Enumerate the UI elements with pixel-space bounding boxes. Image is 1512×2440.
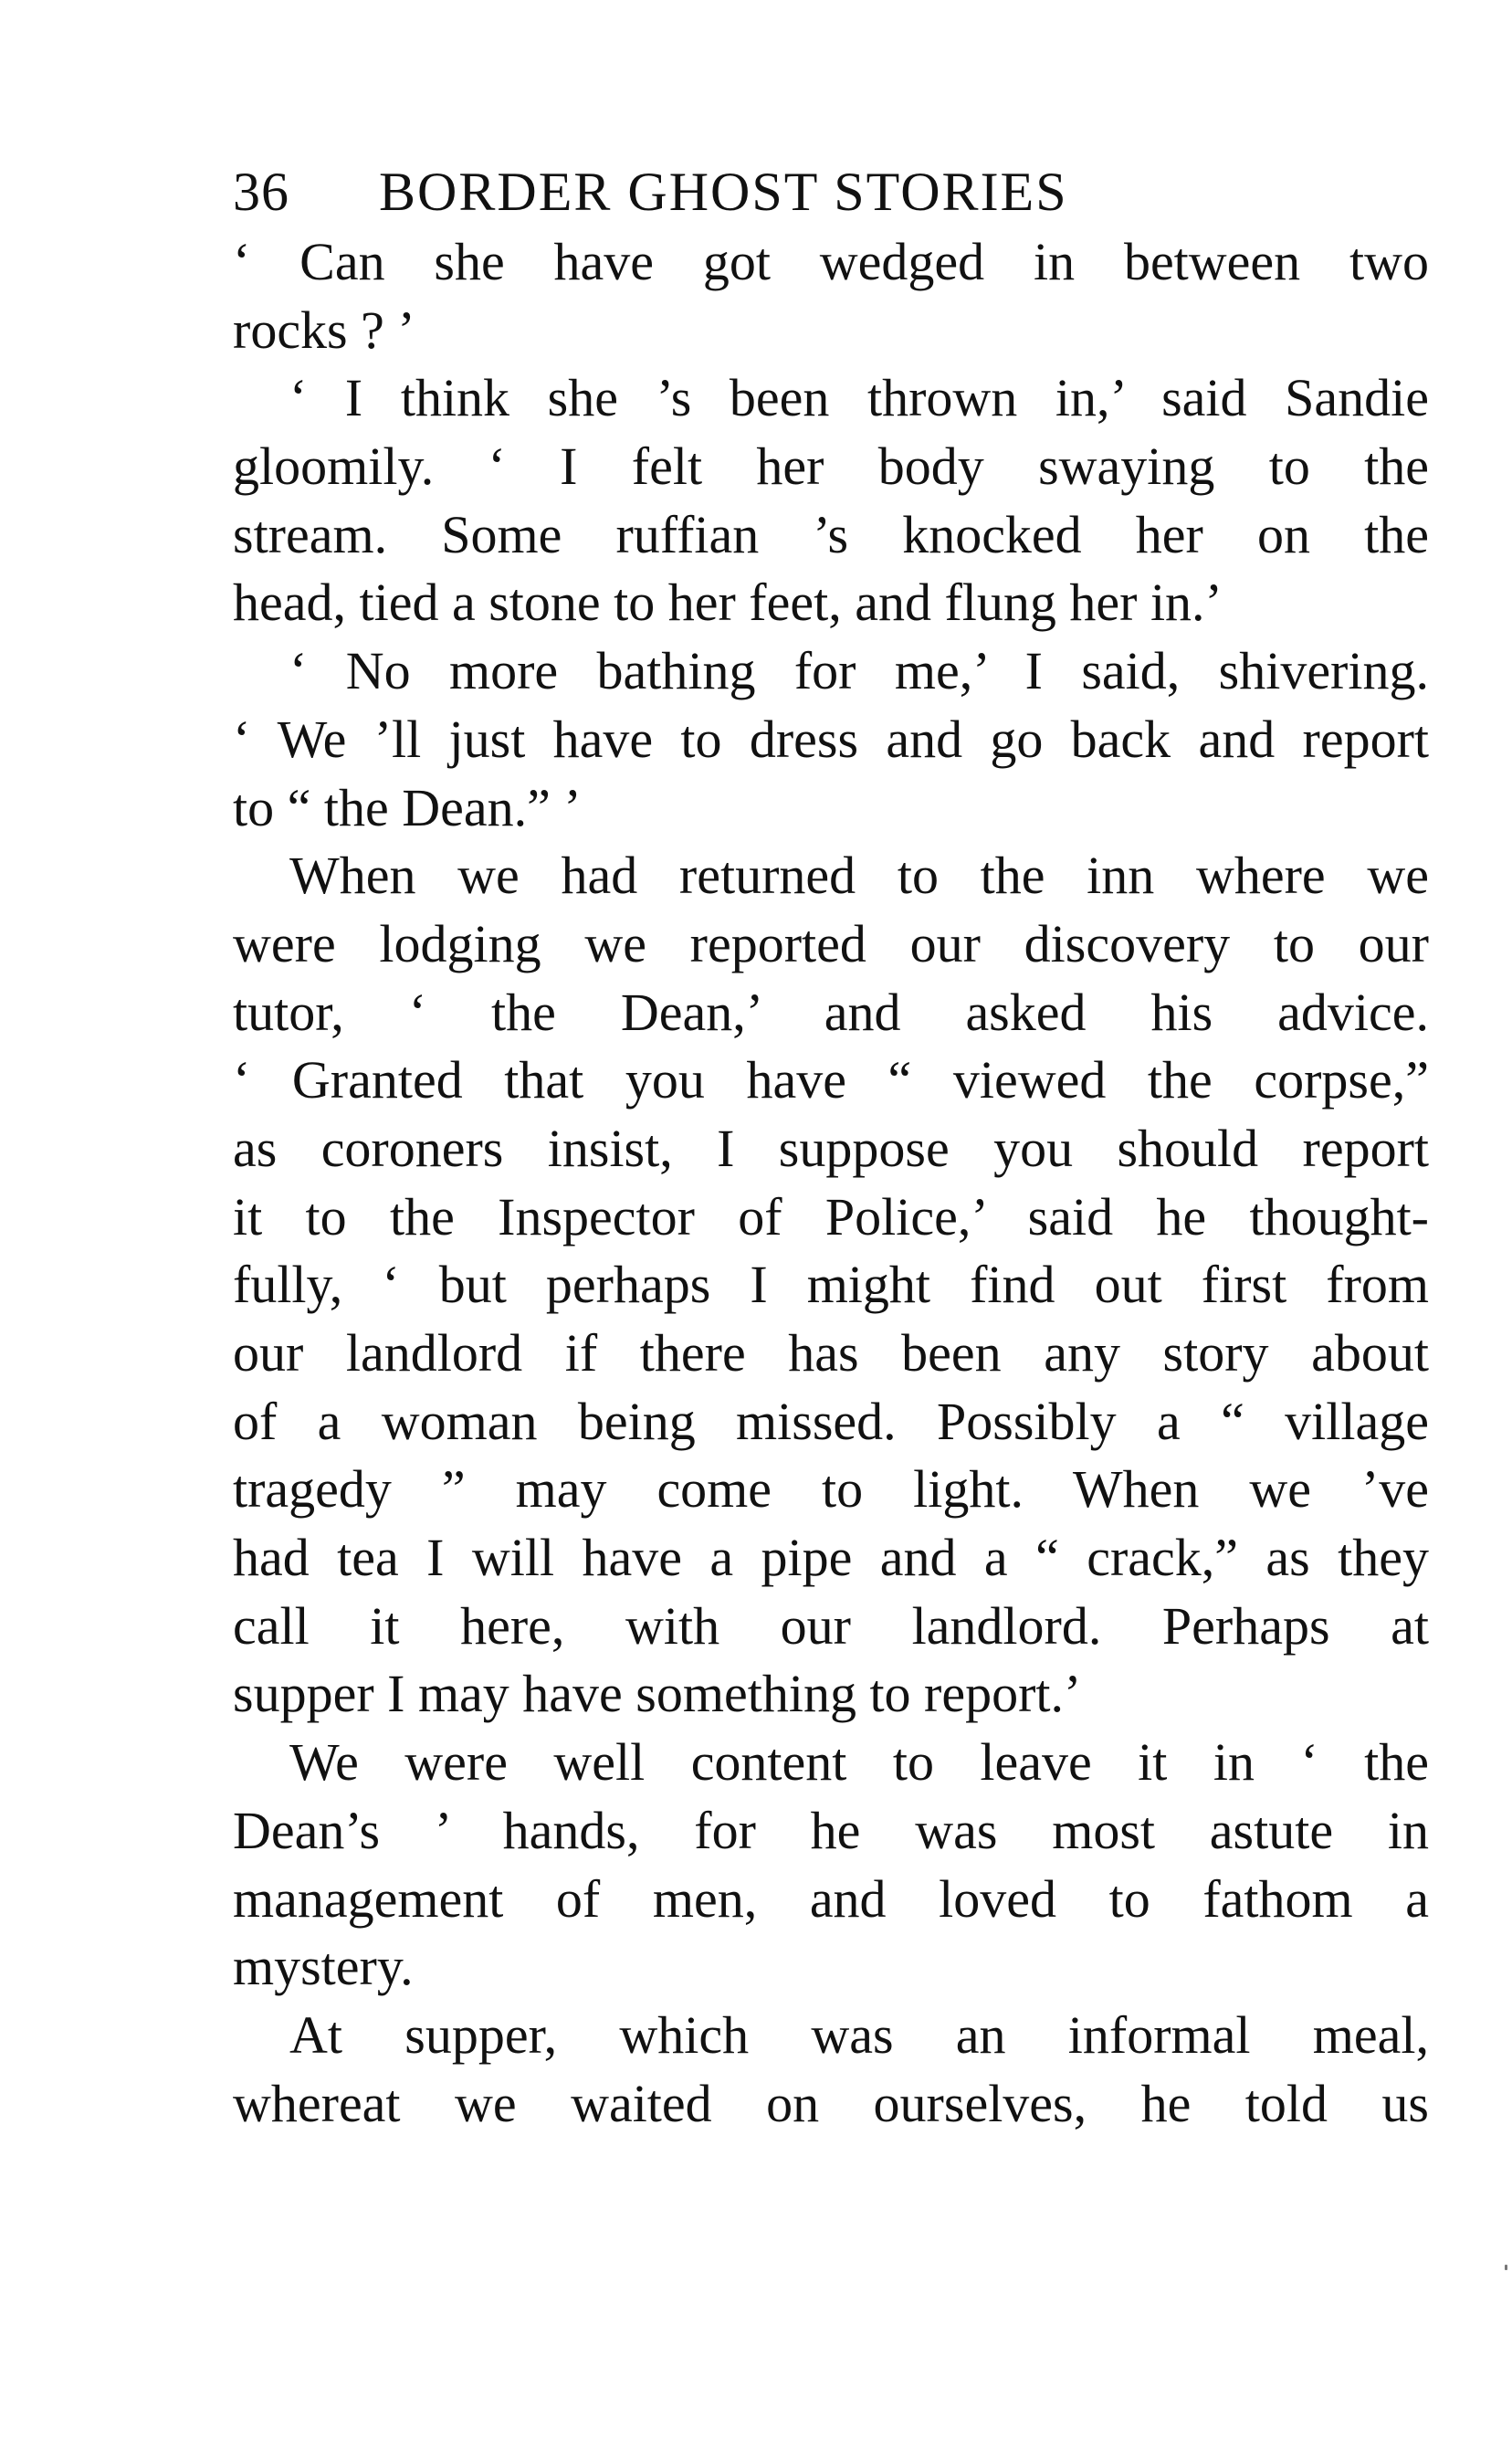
- text-line: ‘ I think she ’s been thrown in,’ said Sandie: [289, 368, 1429, 428]
- text-line: We were well content to leave it in ‘ the: [289, 1732, 1429, 1793]
- text-line: mystery.: [233, 1937, 414, 1997]
- text-line: tragedy ” may come to light. When we ’ve: [233, 1459, 1429, 1520]
- running-header: [233, 155, 1429, 228]
- text-line: stream. Some ruffian ’s knocked her on the: [233, 504, 1429, 564]
- page-number: 36: [233, 162, 289, 222]
- text-line: whereat we waited on ourselves, he told us: [233, 2073, 1429, 2133]
- text-line: tutor, ‘ the Dean,’ and asked his advice.: [233, 982, 1429, 1042]
- text-line: management of men, and loved to fathom a: [233, 1868, 1429, 1929]
- text-line: Dean’s ’ hands, for he was most astute in: [233, 1800, 1429, 1860]
- text-line: fully, ‘ but perhaps I might find out first from: [233, 1255, 1429, 1315]
- book-page: [233, 155, 1429, 2138]
- body-text: [233, 228, 1429, 2138]
- text-line: When we had returned to the inn where we: [289, 846, 1429, 906]
- text-line: as coroners insist, I suppose you should report: [233, 1118, 1429, 1178]
- text-line: it to the Inspector of Police,’ said he thought-: [233, 1186, 1429, 1246]
- text-line: ‘ Granted that you have “ viewed the corpse,”: [233, 1050, 1429, 1110]
- text-line: ‘ We ’ll just have to dress and go back and report: [233, 709, 1429, 769]
- text-line: had tea I will have a pipe and a “ crack,” as they: [233, 1528, 1429, 1588]
- text-line: call it here, with our landlord. Perhaps at: [233, 1595, 1429, 1656]
- text-line: supper I may have something to report.’: [233, 1664, 1082, 1724]
- text-line: rocks ? ’: [233, 300, 415, 360]
- running-title: BORDER GHOST STORIES: [379, 162, 1068, 222]
- text-line: ‘ No more bathing for me,’ I said, shivering.: [289, 641, 1429, 701]
- text-line: gloomily. ‘ I felt her body swaying to the: [233, 436, 1429, 497]
- text-line: At supper, which was an informal meal,: [289, 2004, 1429, 2065]
- text-line: head, tied a stone to her feet, and flung her in.’: [233, 573, 1223, 633]
- text-line: were lodging we reported our discovery to our: [233, 913, 1429, 973]
- text-line: of a woman being missed. Possibly a “ village: [233, 1391, 1429, 1451]
- text-line: our landlord if there has been any story about: [233, 1323, 1429, 1383]
- scan-speck: [1505, 2265, 1507, 2270]
- text-line: to “ the Dean.” ’: [233, 777, 582, 837]
- text-line: ‘ Can she have got wedged in between two: [233, 232, 1429, 291]
